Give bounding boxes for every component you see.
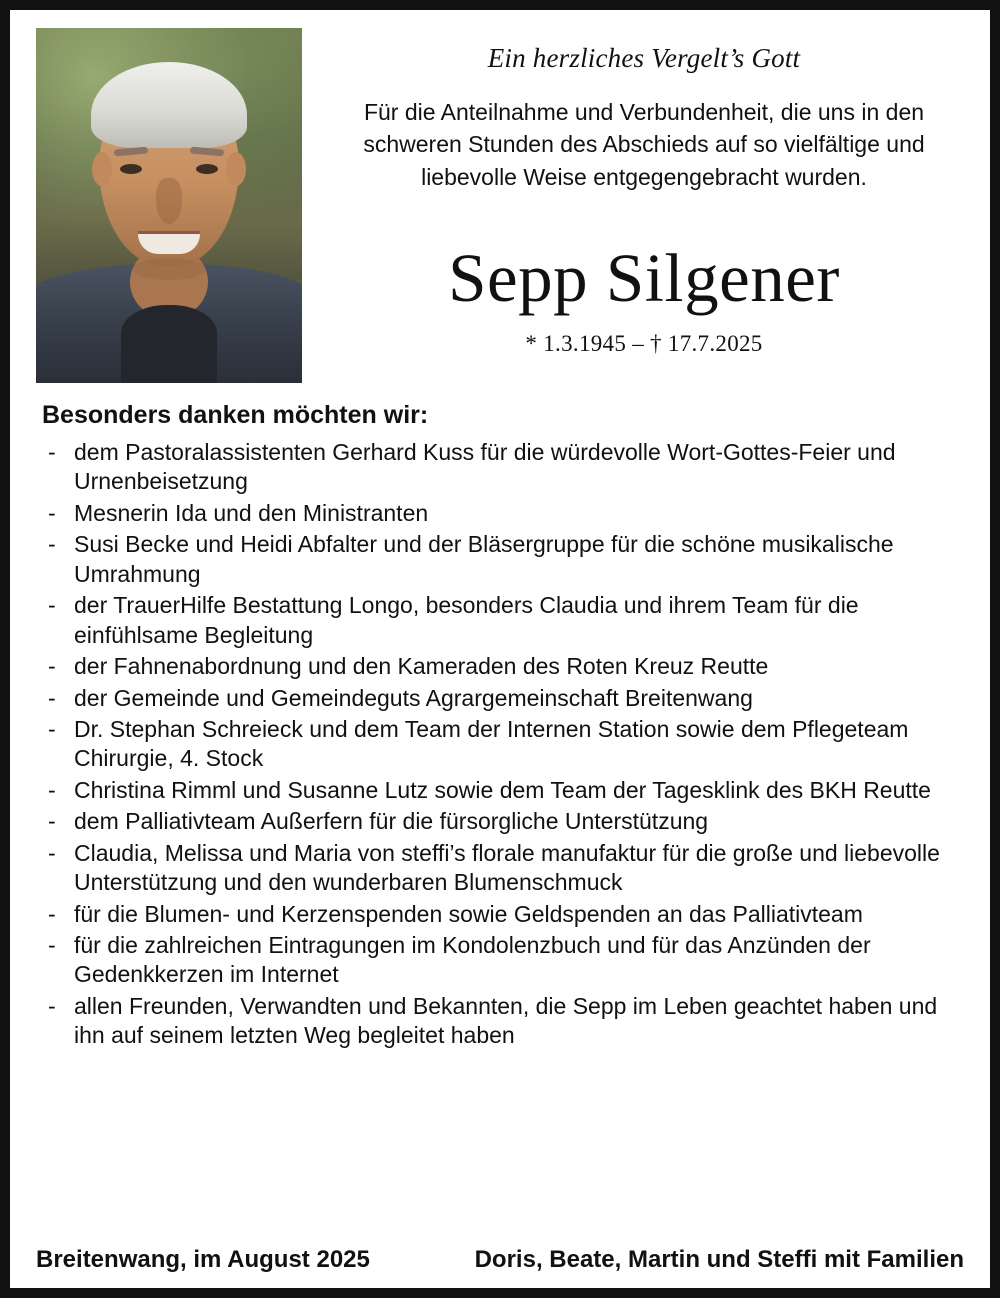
photo-ear-right [226, 152, 246, 186]
photo-shirt [121, 305, 217, 383]
list-item-text: der Gemeinde und Gemeindeguts Agrargemeinschaft Breitenwang [74, 684, 753, 711]
list-item [42, 900, 964, 929]
thanks-heading: Besonders danken möchten wir: [42, 401, 429, 429]
footer [36, 1246, 964, 1274]
bullet-dash: - [48, 839, 56, 866]
bullet-dash: - [48, 932, 56, 958]
footer-place-date: Breitenwang, im August 2025 [36, 1246, 370, 1273]
list-item-text: der Fahnenabordnung und den Kameraden des Roten Kreuz Reutte [74, 653, 769, 680]
thanks-list [36, 438, 964, 1051]
photo-eye-right [196, 164, 218, 174]
list-item [42, 807, 964, 836]
bullet-dash: - [48, 808, 56, 835]
list-item [42, 530, 964, 589]
list-item [42, 992, 964, 1051]
photo-nose [156, 178, 182, 224]
list-item [42, 715, 964, 774]
list-item-text: der TrauerHilfe Bestattung Longo, besonders Claudia und ihrem Team für die einfühlsame Begleitung [74, 592, 859, 648]
list-item-text: für die zahlreichen Eintragungen im Kondolenzbuch und für das Anzünden der Gedenkkerzen im Internet [74, 932, 871, 988]
life-dates: * 1.3.1945 – † 17.7.2025 [525, 330, 763, 356]
list-item-text: Christina Rimml und Susanne Lutz sowie dem Team der Tagesklink des BKH Reutte [74, 776, 931, 803]
intro-paragraph: Für die Anteilnahme und Verbundenheit, die uns in den schweren Stunden des Abschieds auf so vielfältige und liebevolle Weise entgegengebracht wurden. [363, 98, 925, 190]
list-item-text: Susi Becke und Heidi Abfalter und der Bläsergruppe für die schöne musikalische Umrahmung [74, 531, 894, 587]
list-item [42, 438, 964, 497]
verse-line: Ein herzliches Vergelt’s Gott [487, 43, 801, 73]
bullet-dash: - [48, 653, 56, 680]
list-item-text: allen Freunden, Verwandten und Bekannten, die Sepp im Leben geachtet haben und ihn auf seinem letzten Weg begleitet haben [74, 992, 938, 1049]
bullet-dash: - [48, 592, 56, 619]
list-item-text: Claudia, Melissa und Maria von steffi’s florale manufaktur für die große und liebevolle Unterstützung und den wunderbaren Blumenschmuck [74, 839, 940, 896]
bullet-dash: - [48, 499, 56, 526]
list-item-text: Dr. Stephan Schreieck und dem Team der Internen Station sowie dem Pflegeteam Chirurgie, 4. Stock [74, 715, 909, 772]
header-section [36, 28, 964, 383]
list-item [42, 931, 964, 990]
list-item [42, 499, 964, 528]
bullet-dash: - [48, 776, 56, 803]
bullet-dash: - [48, 715, 56, 742]
list-item-text: dem Pastoralassistenten Gerhard Kuss für die würdevolle Wort-Gottes-Feier und Urnenbeisetzung [74, 439, 896, 495]
bullet-dash: - [48, 531, 56, 558]
list-item [42, 839, 964, 898]
bullet-dash: - [48, 684, 56, 711]
header-text [302, 28, 964, 357]
list-item-text: für die Blumen- und Kerzenspenden sowie Geldspenden an das Palliativteam [74, 900, 863, 927]
photo-ear-left [92, 152, 112, 186]
deceased-name: Sepp Silgener [448, 239, 840, 316]
bullet-dash: - [48, 439, 56, 465]
footer-family: Doris, Beate, Martin und Steffi mit Familien [474, 1246, 964, 1273]
bullet-dash: - [48, 900, 56, 927]
list-item [42, 684, 964, 713]
list-item [42, 776, 964, 805]
list-item [42, 652, 964, 681]
card-inner [10, 10, 990, 1288]
photo-chin [132, 258, 206, 280]
list-item-text: Mesnerin Ida und den Ministranten [74, 499, 429, 526]
list-item [42, 591, 964, 650]
portrait-photo [36, 28, 302, 383]
bullet-dash: - [48, 992, 56, 1019]
photo-eye-left [120, 164, 142, 174]
list-item-text: dem Palliativteam Außerfern für die fürsorgliche Unterstützung [74, 808, 709, 835]
